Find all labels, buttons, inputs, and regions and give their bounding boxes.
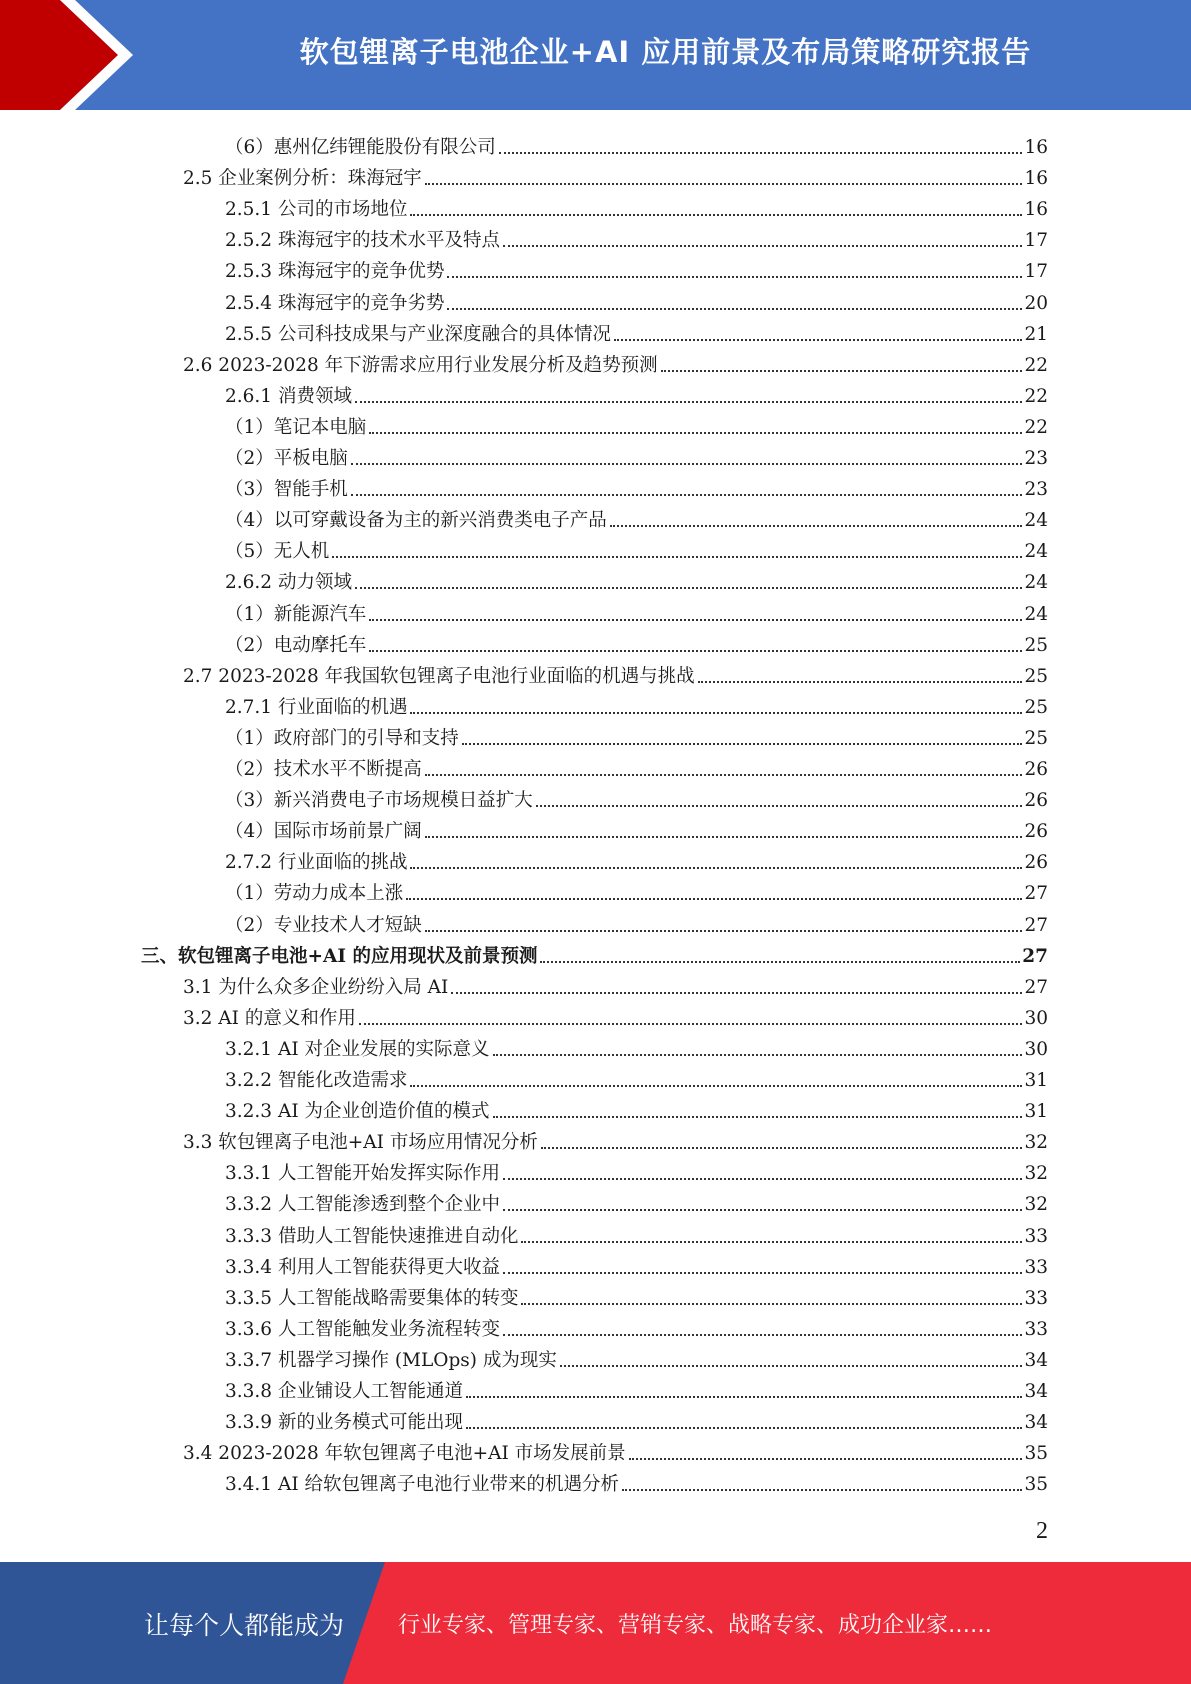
- toc-entry[interactable]: [225, 1372, 1048, 1403]
- toc-entry-page: 30: [1024, 1007, 1048, 1029]
- toc-leader-dots: [503, 1334, 1022, 1336]
- toc-entry-label: 3.2 AI 的意义和作用: [183, 1007, 356, 1029]
- toc-entry-label: 3.3.3 借助人工智能快速推进自动化: [225, 1225, 519, 1247]
- toc-entry-page: 35: [1024, 1443, 1048, 1465]
- toc-entry[interactable]: [225, 221, 1048, 252]
- toc-leader-dots: [540, 961, 1020, 963]
- toc-entry-page: 27: [1024, 914, 1048, 936]
- toc-entry-label: 2.7.1 行业面临的机遇: [225, 696, 408, 718]
- footer-slogan-left: 让每个人都能成为: [144, 1611, 345, 1640]
- toc-leader-dots: [425, 183, 1023, 185]
- toc-leader-dots: [493, 1054, 1023, 1056]
- toc-entry[interactable]: [225, 284, 1048, 315]
- toc-leader-dots: [499, 152, 1023, 154]
- toc-entry-page: 25: [1024, 727, 1048, 749]
- toc-entry-label: 2.5.1 公司的市场地位: [225, 199, 408, 221]
- toc-leader-dots: [541, 1147, 1023, 1149]
- toc-leader-dots: [406, 898, 1022, 900]
- toc-entry-page: 23: [1024, 479, 1048, 501]
- toc-entry[interactable]: [225, 190, 1048, 221]
- toc-entry-page: 32: [1024, 1132, 1048, 1154]
- toc-entry-page: 32: [1024, 1163, 1048, 1185]
- toc-leader-dots: [369, 619, 1022, 621]
- footer-slogan-right: 行业专家、管理专家、营销专家、战略专家、成功企业家……: [398, 1613, 993, 1638]
- toc-entry-label: （3）智能手机: [225, 479, 348, 501]
- toc-entry-label: 2.7 2023-2028 年我国软包锂离子电池行业面临的机遇与挑战: [183, 665, 695, 687]
- toc-entry-label: （2）电动摩托车: [225, 634, 367, 656]
- toc-entry-page: 26: [1024, 852, 1048, 874]
- toc-entry[interactable]: [141, 937, 1048, 968]
- toc-leader-dots: [447, 308, 1022, 310]
- toc-entry[interactable]: [183, 999, 1048, 1030]
- toc-leader-dots: [560, 1365, 1023, 1367]
- toc-leader-dots: [503, 1178, 1022, 1180]
- toc-entry-label: （1）新能源汽车: [225, 603, 367, 625]
- toc-entry-label: 3.4 2023-2028 年软包锂离子电池+AI 市场发展前景: [183, 1443, 626, 1465]
- toc-entry-page: 32: [1024, 1194, 1048, 1216]
- toc-entry[interactable]: [225, 688, 1048, 719]
- toc-entry-label: 3.3.2 人工智能渗透到整个企业中: [225, 1194, 500, 1216]
- toc-entry[interactable]: [225, 906, 1048, 937]
- toc-entry-label: （2）平板电脑: [225, 448, 348, 469]
- toc-entry[interactable]: [225, 719, 1048, 750]
- toc-leader-dots: [447, 276, 1022, 278]
- toc-entry-page: 27: [1022, 945, 1048, 967]
- toc-entry-label: 2.6.1 消费领域: [225, 385, 352, 407]
- toc-entry-page: 25: [1024, 696, 1048, 718]
- toc-entry[interactable]: [225, 781, 1048, 812]
- toc-entry-page: 17: [1024, 230, 1048, 252]
- toc-leader-dots: [351, 463, 1023, 465]
- toc-leader-dots: [503, 1272, 1022, 1274]
- toc-entry-label: （5）无人机: [225, 541, 330, 563]
- toc-entry-page: 24: [1024, 603, 1048, 625]
- toc-entry-label: 3.2.1 AI 对企业发展的实际意义: [225, 1038, 490, 1060]
- toc-leader-dots: [521, 1303, 1022, 1305]
- toc-entry[interactable]: [225, 532, 1048, 563]
- toc-entry-label: 2.5.5 公司科技成果与产业深度融合的具体情况: [225, 323, 611, 345]
- toc-entry-page: 27: [1024, 976, 1048, 998]
- toc-entry-label: 3.3.6 人工智能触发业务流程转变: [225, 1318, 500, 1340]
- toc-entry-page: 26: [1024, 790, 1048, 812]
- toc-entry[interactable]: [183, 346, 1048, 377]
- toc-entry[interactable]: [183, 1123, 1048, 1154]
- toc-leader-dots: [622, 1489, 1022, 1491]
- toc-leader-dots: [410, 1085, 1022, 1087]
- toc-entry-label: （4）国际市场前景广阔: [225, 821, 422, 843]
- toc-entry[interactable]: [225, 595, 1048, 626]
- toc-leader-dots: [466, 1427, 1022, 1429]
- toc-leader-dots: [629, 1458, 1023, 1460]
- toc-entry[interactable]: [225, 1154, 1048, 1185]
- toc-entry-label: （6）惠州亿纬锂能股份有限公司: [225, 137, 496, 158]
- toc-entry-label: 2.5.4 珠海冠宇的竞争劣势: [225, 292, 445, 314]
- toc-entry-label: 三、软包锂离子电池+AI 的应用现状及前景预测: [141, 945, 538, 967]
- toc-entry[interactable]: [183, 657, 1048, 688]
- toc-entry[interactable]: [225, 1403, 1048, 1434]
- toc-leader-dots: [369, 432, 1022, 434]
- toc-entry-label: 3.3 软包锂离子电池+AI 市场应用情况分析: [183, 1132, 538, 1154]
- toc-entry-page: 33: [1024, 1256, 1048, 1278]
- toc-leader-dots: [369, 650, 1022, 652]
- toc-entry-label: 3.2.3 AI 为企业创造价值的模式: [225, 1101, 490, 1123]
- toc-entry-label: （1）政府部门的引导和支持: [225, 727, 459, 749]
- toc-leader-dots: [410, 214, 1022, 216]
- toc-entry[interactable]: [225, 812, 1048, 843]
- toc-entry-label: 2.6.2 动力领域: [225, 572, 352, 594]
- toc-leader-dots: [698, 681, 1023, 683]
- toc-entry-page: 24: [1024, 572, 1048, 594]
- toc-entry-label: 3.2.2 智能化改造需求: [225, 1070, 408, 1091]
- toc-entry-label: 3.3.8 企业铺设人工智能通道: [225, 1381, 463, 1402]
- toc-entry-page: 34: [1024, 1412, 1048, 1434]
- toc-entry-page: 35: [1024, 1474, 1048, 1496]
- toc-leader-dots: [410, 712, 1022, 714]
- toc-entry-page: 34: [1024, 1349, 1048, 1371]
- toc-entry-label: 3.3.5 人工智能战略需要集体的转变: [225, 1287, 519, 1309]
- toc-entry-page: 20: [1024, 292, 1048, 314]
- toc-entry-page: 16: [1024, 168, 1048, 190]
- toc-leader-dots: [351, 494, 1023, 496]
- toc-entry-label: （2）技术水平不断提高: [225, 759, 422, 780]
- toc-entry-label: 2.5.3 珠海冠宇的竞争优势: [225, 261, 445, 283]
- toc-entry[interactable]: [183, 1434, 1048, 1465]
- toc-entry-label: 3.3.9 新的业务模式可能出现: [225, 1412, 463, 1434]
- toc-entry-label: 3.3.4 利用人工智能获得更大收益: [225, 1256, 500, 1278]
- toc-entry-label: 2.6 2023-2028 年下游需求应用行业发展分析及趋势预测: [183, 354, 658, 376]
- toc-entry-label: 3.4.1 AI 给软包锂离子电池行业带来的机遇分析: [225, 1474, 620, 1496]
- toc-entry[interactable]: [225, 1030, 1048, 1061]
- toc-leader-dots: [425, 836, 1023, 838]
- toc-entry-page: 22: [1024, 354, 1048, 376]
- toc-entry-label: （4）以可穿戴设备为主的新兴消费类电子产品: [225, 510, 607, 532]
- toc-entry-label: 3.3.7 机器学习操作 (MLOps) 成为现实: [225, 1349, 557, 1371]
- toc-leader-dots: [451, 992, 1022, 994]
- toc-entry-page: 26: [1024, 821, 1048, 843]
- toc-entry[interactable]: [183, 968, 1048, 999]
- toc-entry[interactable]: [225, 1217, 1048, 1248]
- toc-entry[interactable]: [225, 1279, 1048, 1310]
- toc-entry[interactable]: [225, 874, 1048, 905]
- toc-entry[interactable]: [225, 128, 1048, 159]
- toc-leader-dots: [332, 556, 1022, 558]
- toc-entry-label: （3）新兴消费电子市场规模日益扩大: [225, 790, 533, 812]
- toc-entry-page: 33: [1024, 1318, 1048, 1340]
- toc-entry-label: （1）劳动力成本上涨: [225, 883, 404, 905]
- toc-leader-dots: [462, 743, 1023, 745]
- toc-entry[interactable]: [225, 439, 1048, 470]
- toc-leader-dots: [359, 1023, 1023, 1025]
- toc-leader-dots: [614, 339, 1022, 341]
- toc-entry-page: 22: [1024, 385, 1048, 407]
- toc-entry-page: 33: [1024, 1225, 1048, 1247]
- toc-entry[interactable]: [225, 626, 1048, 657]
- toc-entry-page: 24: [1024, 510, 1048, 532]
- header-arrow-decoration: [0, 0, 160, 110]
- toc-entry-page: 21: [1024, 323, 1048, 345]
- page-number: 2: [1036, 1518, 1048, 1544]
- toc-entry-page: 23: [1024, 448, 1048, 469]
- toc-leader-dots: [503, 245, 1022, 247]
- toc-entry[interactable]: [225, 377, 1048, 408]
- page-footer: [0, 1562, 1191, 1684]
- toc-entry-page: 30: [1024, 1038, 1048, 1060]
- toc-entry-page: 33: [1024, 1287, 1048, 1309]
- toc-entry[interactable]: [225, 843, 1048, 874]
- toc-leader-dots: [521, 1241, 1022, 1243]
- toc-entry[interactable]: [225, 1061, 1048, 1092]
- toc-entry-page: 34: [1024, 1381, 1048, 1402]
- toc-entry[interactable]: [225, 563, 1048, 594]
- toc-leader-dots: [425, 774, 1023, 776]
- toc-leader-dots: [503, 1209, 1022, 1211]
- toc-leader-dots: [355, 587, 1023, 589]
- toc-entry-label: 2.5 企业案例分析：珠海冠宇: [183, 168, 422, 190]
- toc-entry-page: 27: [1024, 883, 1048, 905]
- toc-entry[interactable]: [183, 159, 1048, 190]
- toc-entry-page: 16: [1024, 137, 1048, 158]
- toc-entry[interactable]: [225, 470, 1048, 501]
- toc-entry[interactable]: [225, 1185, 1048, 1216]
- toc-entry[interactable]: [225, 1248, 1048, 1279]
- toc-leader-dots: [466, 1396, 1022, 1398]
- toc-entry-label: （1）笔记本电脑: [225, 416, 367, 438]
- toc-leader-dots: [661, 370, 1023, 372]
- toc-entry[interactable]: [225, 408, 1048, 439]
- toc-entry-label: 3.1 为什么众多企业纷纷入局 AI: [183, 976, 449, 998]
- page-header: [0, 0, 1191, 110]
- toc-entry-label: （2）专业技术人才短缺: [225, 914, 422, 936]
- toc-leader-dots: [425, 930, 1023, 932]
- toc-entry[interactable]: [225, 315, 1048, 346]
- toc-leader-dots: [355, 401, 1023, 403]
- toc-entry-label: 3.3.1 人工智能开始发挥实际作用: [225, 1163, 500, 1185]
- toc-entry[interactable]: [225, 1310, 1048, 1341]
- toc-entry-label: 2.5.2 珠海冠宇的技术水平及特点: [225, 230, 500, 252]
- toc-leader-dots: [410, 867, 1022, 869]
- toc-entry-label: 2.7.2 行业面临的挑战: [225, 852, 408, 874]
- report-title: 软包锂离子电池企业+AI 应用前景及布局策略研究报告: [299, 34, 1032, 69]
- toc-entry-page: 24: [1024, 541, 1048, 563]
- toc-entry-page: 22: [1024, 416, 1048, 438]
- toc-leader-dots: [610, 525, 1023, 527]
- toc-entry-page: 17: [1024, 261, 1048, 283]
- toc-entry[interactable]: [225, 1341, 1048, 1372]
- toc-entry-page: 26: [1024, 759, 1048, 780]
- toc-entry[interactable]: [225, 501, 1048, 532]
- toc-entry-page: 25: [1024, 634, 1048, 656]
- toc-entry-page: 16: [1024, 199, 1048, 221]
- toc-entry[interactable]: [225, 1092, 1048, 1123]
- toc-entry-page: 31: [1024, 1101, 1048, 1123]
- toc-entry-page: 25: [1024, 665, 1048, 687]
- toc-entry[interactable]: [225, 1465, 1048, 1496]
- toc-entry-page: 31: [1024, 1070, 1048, 1091]
- toc-leader-dots: [536, 805, 1023, 807]
- toc-entry[interactable]: [225, 252, 1048, 283]
- toc-entry[interactable]: [225, 750, 1048, 781]
- toc-leader-dots: [493, 1116, 1023, 1118]
